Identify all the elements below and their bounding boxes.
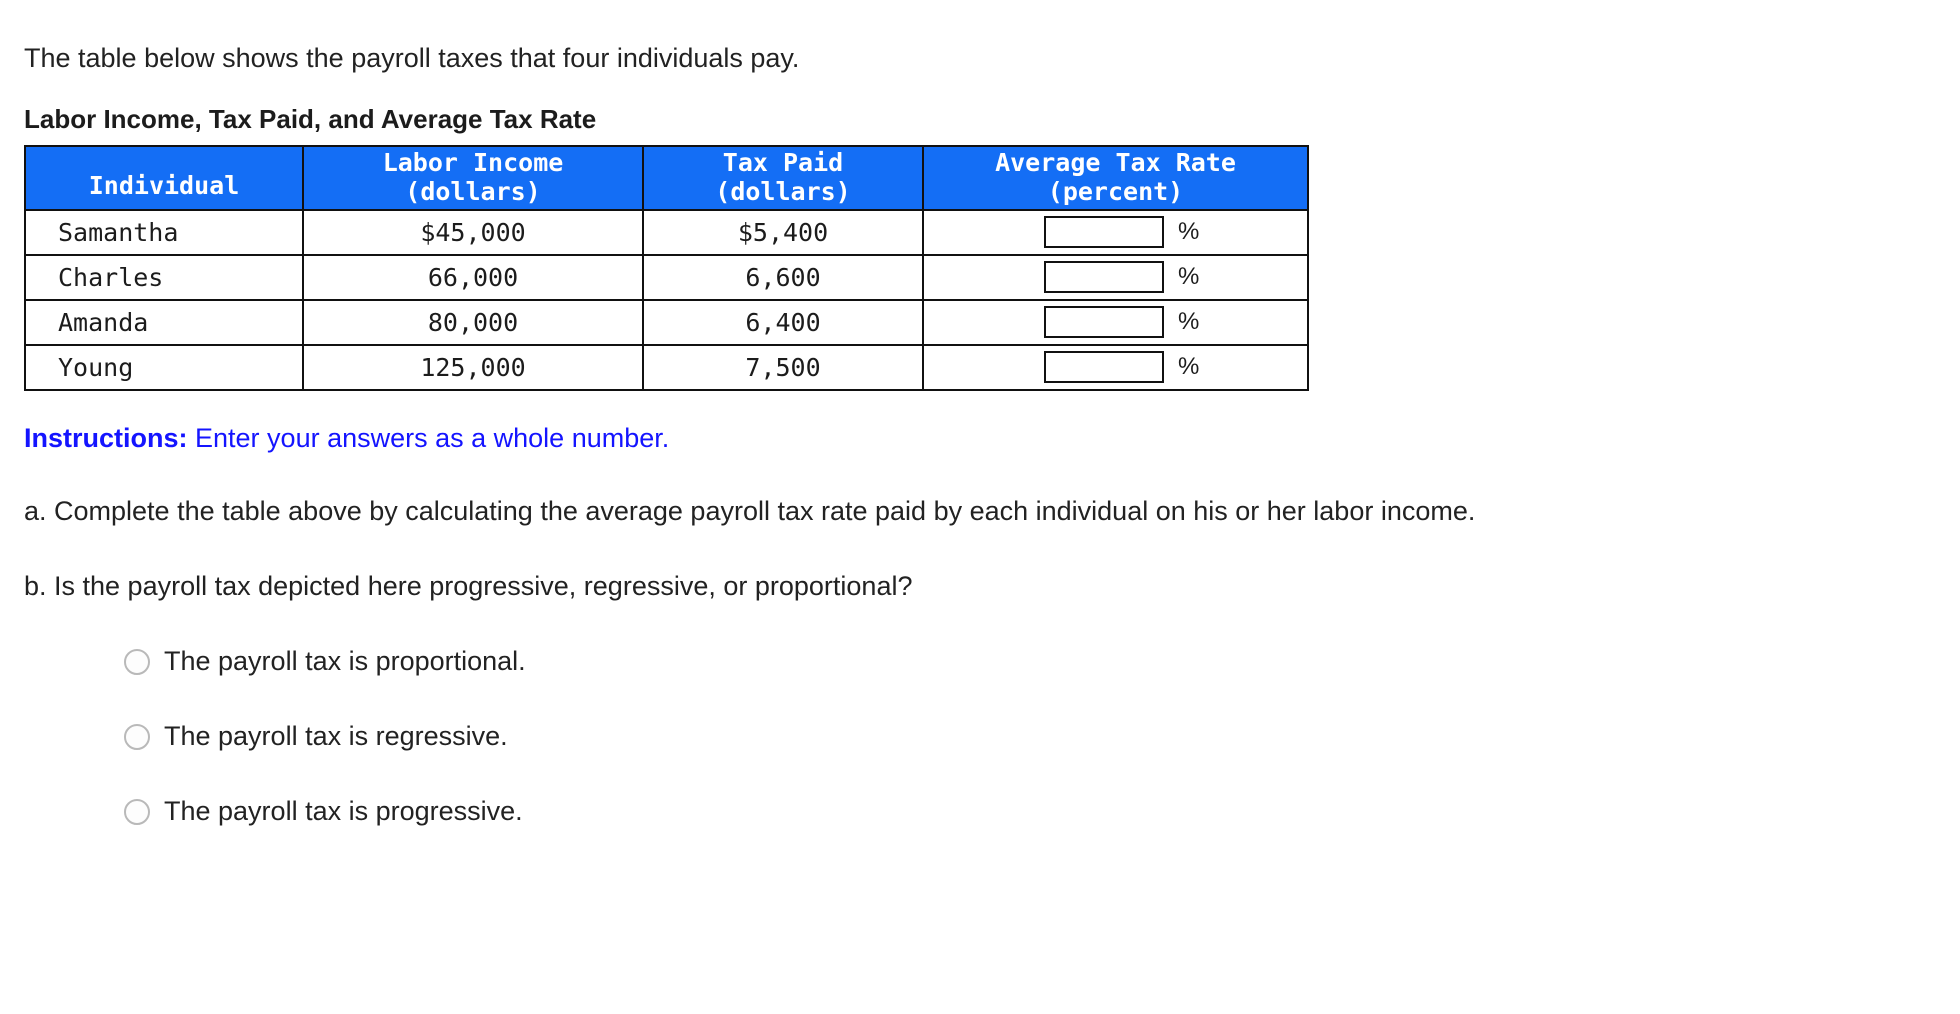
column-header-labor-income-line1: Labor Income	[382, 148, 564, 178]
table-row	[25, 255, 1308, 300]
column-header-tax-paid-line1: Tax Paid	[722, 148, 844, 178]
choice-label: The payroll tax is regressive.	[164, 721, 508, 752]
table-row	[25, 210, 1308, 255]
choice-label: The payroll tax is progressive.	[164, 796, 523, 827]
column-header-individual-label: Individual	[88, 171, 240, 201]
average-tax-rate-input[interactable]	[1044, 351, 1164, 383]
choice-label: The payroll tax is proportional.	[164, 646, 526, 677]
cell-tax-paid: 7,500	[643, 345, 923, 390]
average-tax-rate-input[interactable]	[1044, 216, 1164, 248]
cell-individual: Charles	[25, 255, 303, 300]
column-header-average-tax-rate	[923, 146, 1308, 210]
table-body	[25, 210, 1308, 390]
cell-labor-income: 80,000	[303, 300, 643, 345]
percent-sign-label: %	[1178, 263, 1200, 291]
choice-progressive[interactable]	[124, 796, 1936, 827]
instructions-lead: Instructions:	[24, 422, 188, 453]
cell-labor-income: 125,000	[303, 345, 643, 390]
table-header	[25, 146, 1308, 210]
question-a: a. Complete the table above by calculating the average payroll tax rate paid by each individual on his or her labor income.	[24, 495, 1476, 526]
cell-labor-income: 66,000	[303, 255, 643, 300]
percent-sign-label: %	[1178, 308, 1200, 336]
cell-labor-income: $45,000	[303, 210, 643, 255]
cell-average-tax-rate	[923, 300, 1308, 345]
cell-average-tax-rate	[923, 345, 1308, 390]
rate-input-wrapper	[924, 301, 1307, 344]
instructions-text: Enter your answers as a whole number.	[187, 422, 670, 453]
rate-input-wrapper	[924, 256, 1307, 299]
percent-sign-label: %	[1178, 353, 1200, 381]
column-header-individual	[25, 146, 303, 210]
column-header-average-tax-rate-line1: Average Tax Rate	[995, 148, 1236, 178]
rate-input-wrapper	[924, 346, 1307, 389]
column-header-labor-income-line2: (dollars)	[405, 177, 541, 207]
payroll-tax-table	[24, 145, 1309, 391]
cell-average-tax-rate	[923, 255, 1308, 300]
table-title: Labor Income, Tax Paid, and Average Tax Rate	[24, 104, 597, 135]
radio-button-icon[interactable]	[124, 649, 150, 675]
cell-average-tax-rate	[923, 210, 1308, 255]
answer-choices	[124, 646, 1936, 827]
question-b: b. Is the payroll tax depicted here progressive, regressive, or proportional?	[24, 571, 913, 602]
cell-individual: Young	[25, 345, 303, 390]
table-row	[25, 345, 1308, 390]
cell-individual: Samantha	[25, 210, 303, 255]
intro-text: The table below shows the payroll taxes that four individuals pay.	[24, 43, 800, 73]
rate-input-wrapper	[924, 211, 1307, 254]
column-header-labor-income	[303, 146, 643, 210]
radio-button-icon[interactable]	[124, 724, 150, 750]
table-header-row	[25, 146, 1308, 210]
cell-tax-paid: $5,400	[643, 210, 923, 255]
cell-individual: Amanda	[25, 300, 303, 345]
cell-tax-paid: 6,400	[643, 300, 923, 345]
choice-regressive[interactable]	[124, 721, 1936, 752]
average-tax-rate-input[interactable]	[1044, 306, 1164, 338]
instructions	[24, 423, 1936, 454]
cell-tax-paid: 6,600	[643, 255, 923, 300]
table-row	[25, 300, 1308, 345]
choice-proportional[interactable]	[124, 646, 1936, 677]
percent-sign-label: %	[1178, 218, 1200, 246]
radio-button-icon[interactable]	[124, 799, 150, 825]
average-tax-rate-input[interactable]	[1044, 261, 1164, 293]
column-header-tax-paid-line2: (dollars)	[715, 177, 851, 207]
column-header-average-tax-rate-line2: (percent)	[1047, 177, 1184, 207]
column-header-tax-paid	[643, 146, 923, 210]
